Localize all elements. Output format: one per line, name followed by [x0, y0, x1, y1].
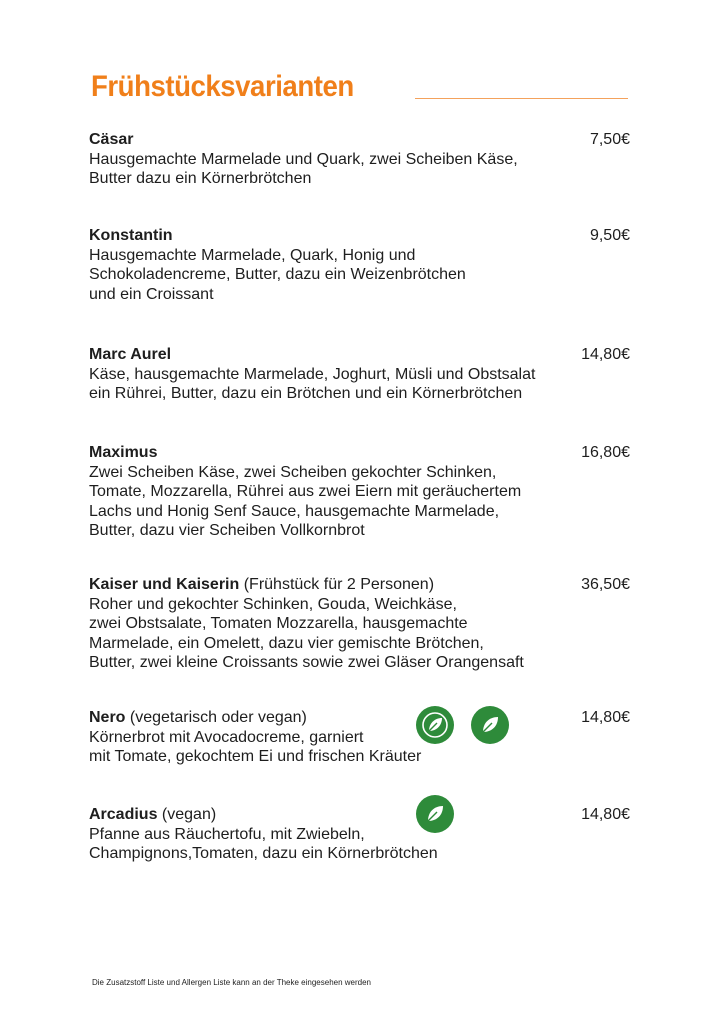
item-note: (vegetarisch oder vegan): [125, 709, 307, 726]
item-description-line: zwei Obstsalate, Tomaten Mozzarella, hausgemachte: [89, 615, 468, 632]
menu-item-caesar: [89, 130, 634, 189]
menu-item-maximus: [89, 443, 634, 541]
item-note: (vegan): [157, 806, 217, 823]
vegetarian-leaf-icon: [416, 706, 454, 744]
item-price: 36,50€: [581, 576, 630, 593]
item-name: Cäsar: [89, 131, 134, 148]
item-name: Kaiser und Kaiserin: [89, 576, 240, 593]
menu-item-arcadius: [89, 805, 634, 864]
menu-item-konstantin: [89, 226, 634, 304]
item-description-line: Champignons,Tomaten, dazu ein Körnerbrötchen: [89, 845, 438, 862]
item-description-line: Butter dazu ein Körnerbrötchen: [89, 170, 312, 187]
item-price: 16,80€: [581, 444, 630, 461]
item-name: Maximus: [89, 444, 158, 461]
allergen-note: Die Zusatzstoff Liste und Allergen Liste kann an der Theke eingesehen werden: [92, 978, 371, 987]
item-description-line: Butter, dazu vier Scheiben Vollkornbrot: [89, 522, 365, 539]
item-name: Konstantin: [89, 227, 173, 244]
item-description-line: Lachs und Honig Senf Sauce, hausgemachte Marmelade,: [89, 502, 500, 520]
item-price: 14,80€: [581, 709, 630, 726]
item-description-line: mit Tomate, gekochtem Ei und frischen Kräuter: [89, 748, 422, 765]
item-description-line: Hausgemachte Marmelade, Quark, Honig und: [89, 246, 416, 264]
item-name: Nero: [89, 709, 126, 726]
menu-item-nero: [89, 708, 634, 767]
item-description-line: Marmelade, ein Omelett, dazu vier gemischte Brötchen,: [89, 634, 484, 652]
item-name: Marc Aurel: [89, 346, 172, 363]
item-description-line: Hausgemachte Marmelade und Quark, zwei Scheiben Käse,: [89, 150, 518, 168]
item-price: 14,80€: [581, 806, 630, 823]
item-description-line: Käse, hausgemachte Marmelade, Joghurt, Müsli und Obstsalat: [89, 365, 536, 383]
item-description-line: Butter, zwei kleine Croissants sowie zwei Gläser Orangensaft: [89, 654, 524, 671]
item-price: 9,50€: [589, 227, 630, 244]
menu-item-marc-aurel: [89, 345, 634, 404]
item-description-line: ein Rührei, Butter, dazu ein Brötchen und ein Körnerbrötchen: [89, 385, 523, 402]
item-note: (Frühstück für 2 Personen): [239, 576, 435, 593]
item-price: 7,50€: [589, 131, 630, 148]
vegan-leaf-icon: [416, 795, 454, 833]
page-title: Frühstücksvarianten: [91, 70, 354, 103]
item-description-line: Zwei Scheiben Käse, zwei Scheiben gekochter Schinken,: [89, 463, 497, 481]
item-description-line: Roher und gekochter Schinken, Gouda, Weichkäse,: [89, 595, 457, 613]
item-description-line: und ein Croissant: [89, 285, 214, 303]
title-divider: [415, 98, 628, 99]
item-description-line: Pfanne aus Räuchertofu, mit Zwiebeln,: [89, 825, 365, 843]
item-name: Arcadius: [89, 806, 158, 823]
item-description-line: Körnerbrot mit Avocadocreme, garniert: [89, 728, 364, 746]
item-price: 14,80€: [581, 346, 630, 363]
item-description-line: Tomate, Mozzarella, Rührei aus zwei Eiern mit geräuchertem: [89, 483, 522, 500]
menu-item-kaiser-und-kaiserin: [89, 575, 634, 673]
item-description-line: Schokoladencreme, Butter, dazu ein Weizenbrötchen: [89, 266, 466, 283]
vegan-leaf-icon: [471, 706, 509, 744]
